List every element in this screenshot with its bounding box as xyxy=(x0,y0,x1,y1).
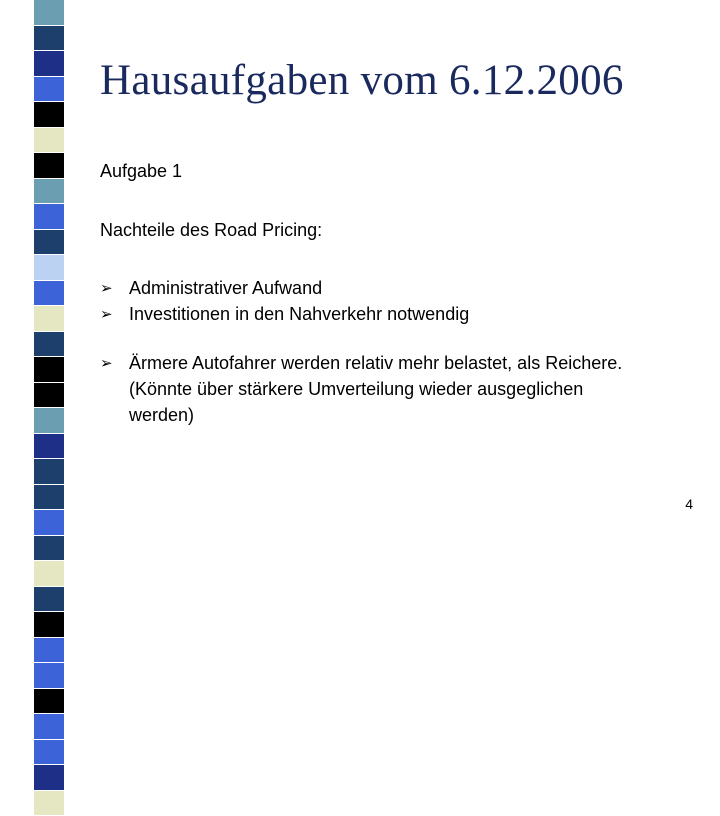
slide-title: Hausaufgaben vom 6.12.2006 xyxy=(100,56,624,105)
stripe-block xyxy=(34,77,64,103)
stripe-block xyxy=(34,612,64,638)
stripe-block xyxy=(34,383,64,409)
bullet-item xyxy=(100,301,700,327)
bullet-item xyxy=(100,275,700,301)
decorative-stripe xyxy=(34,0,64,540)
stripe-block xyxy=(34,332,64,358)
bullet-line: (Könnte über stärkere Umverteilung wieder ausgeglichen xyxy=(129,376,700,402)
stripe-block xyxy=(34,0,64,26)
stripe-block xyxy=(34,638,64,664)
stripe-block xyxy=(34,26,64,52)
stripe-block xyxy=(34,587,64,613)
stripe-block xyxy=(34,357,64,383)
bullet-item xyxy=(100,350,700,428)
stripe-block xyxy=(34,204,64,230)
bullet-list xyxy=(100,275,700,428)
stripe-block xyxy=(34,485,64,511)
stripe-block xyxy=(34,128,64,154)
arrow-bullet-icon: ➢ xyxy=(100,301,113,327)
stripe-block xyxy=(34,765,64,791)
intro-text: Nachteile des Road Pricing: xyxy=(100,220,322,241)
stripe-block xyxy=(34,689,64,715)
stripe-block xyxy=(34,51,64,77)
stripe-block xyxy=(34,791,64,816)
stripe-block xyxy=(34,281,64,307)
bullet-line: Administrativer Aufwand xyxy=(129,275,700,301)
stripe-block xyxy=(34,663,64,689)
bullet-line: Ärmere Autofahrer werden relativ mehr belastet, als Reichere. xyxy=(129,350,700,376)
stripe-block xyxy=(34,714,64,740)
bullet-line: werden) xyxy=(129,402,700,428)
stripe-block xyxy=(34,510,64,536)
page-number: 4 xyxy=(685,496,693,512)
stripe-block xyxy=(34,230,64,256)
stripe-block xyxy=(34,179,64,205)
stripe-block xyxy=(34,434,64,460)
stripe-block xyxy=(34,408,64,434)
arrow-bullet-icon: ➢ xyxy=(100,350,113,376)
stripe-block xyxy=(34,255,64,281)
stripe-block xyxy=(34,102,64,128)
stripe-block xyxy=(34,740,64,766)
stripe-block xyxy=(34,306,64,332)
stripe-block xyxy=(34,561,64,587)
bullet-line: Investitionen in den Nahverkehr notwendig xyxy=(129,301,700,327)
stripe-block xyxy=(34,536,64,562)
arrow-bullet-icon: ➢ xyxy=(100,275,113,301)
section-heading: Aufgabe 1 xyxy=(100,161,182,182)
stripe-block xyxy=(34,459,64,485)
stripe-block xyxy=(34,153,64,179)
